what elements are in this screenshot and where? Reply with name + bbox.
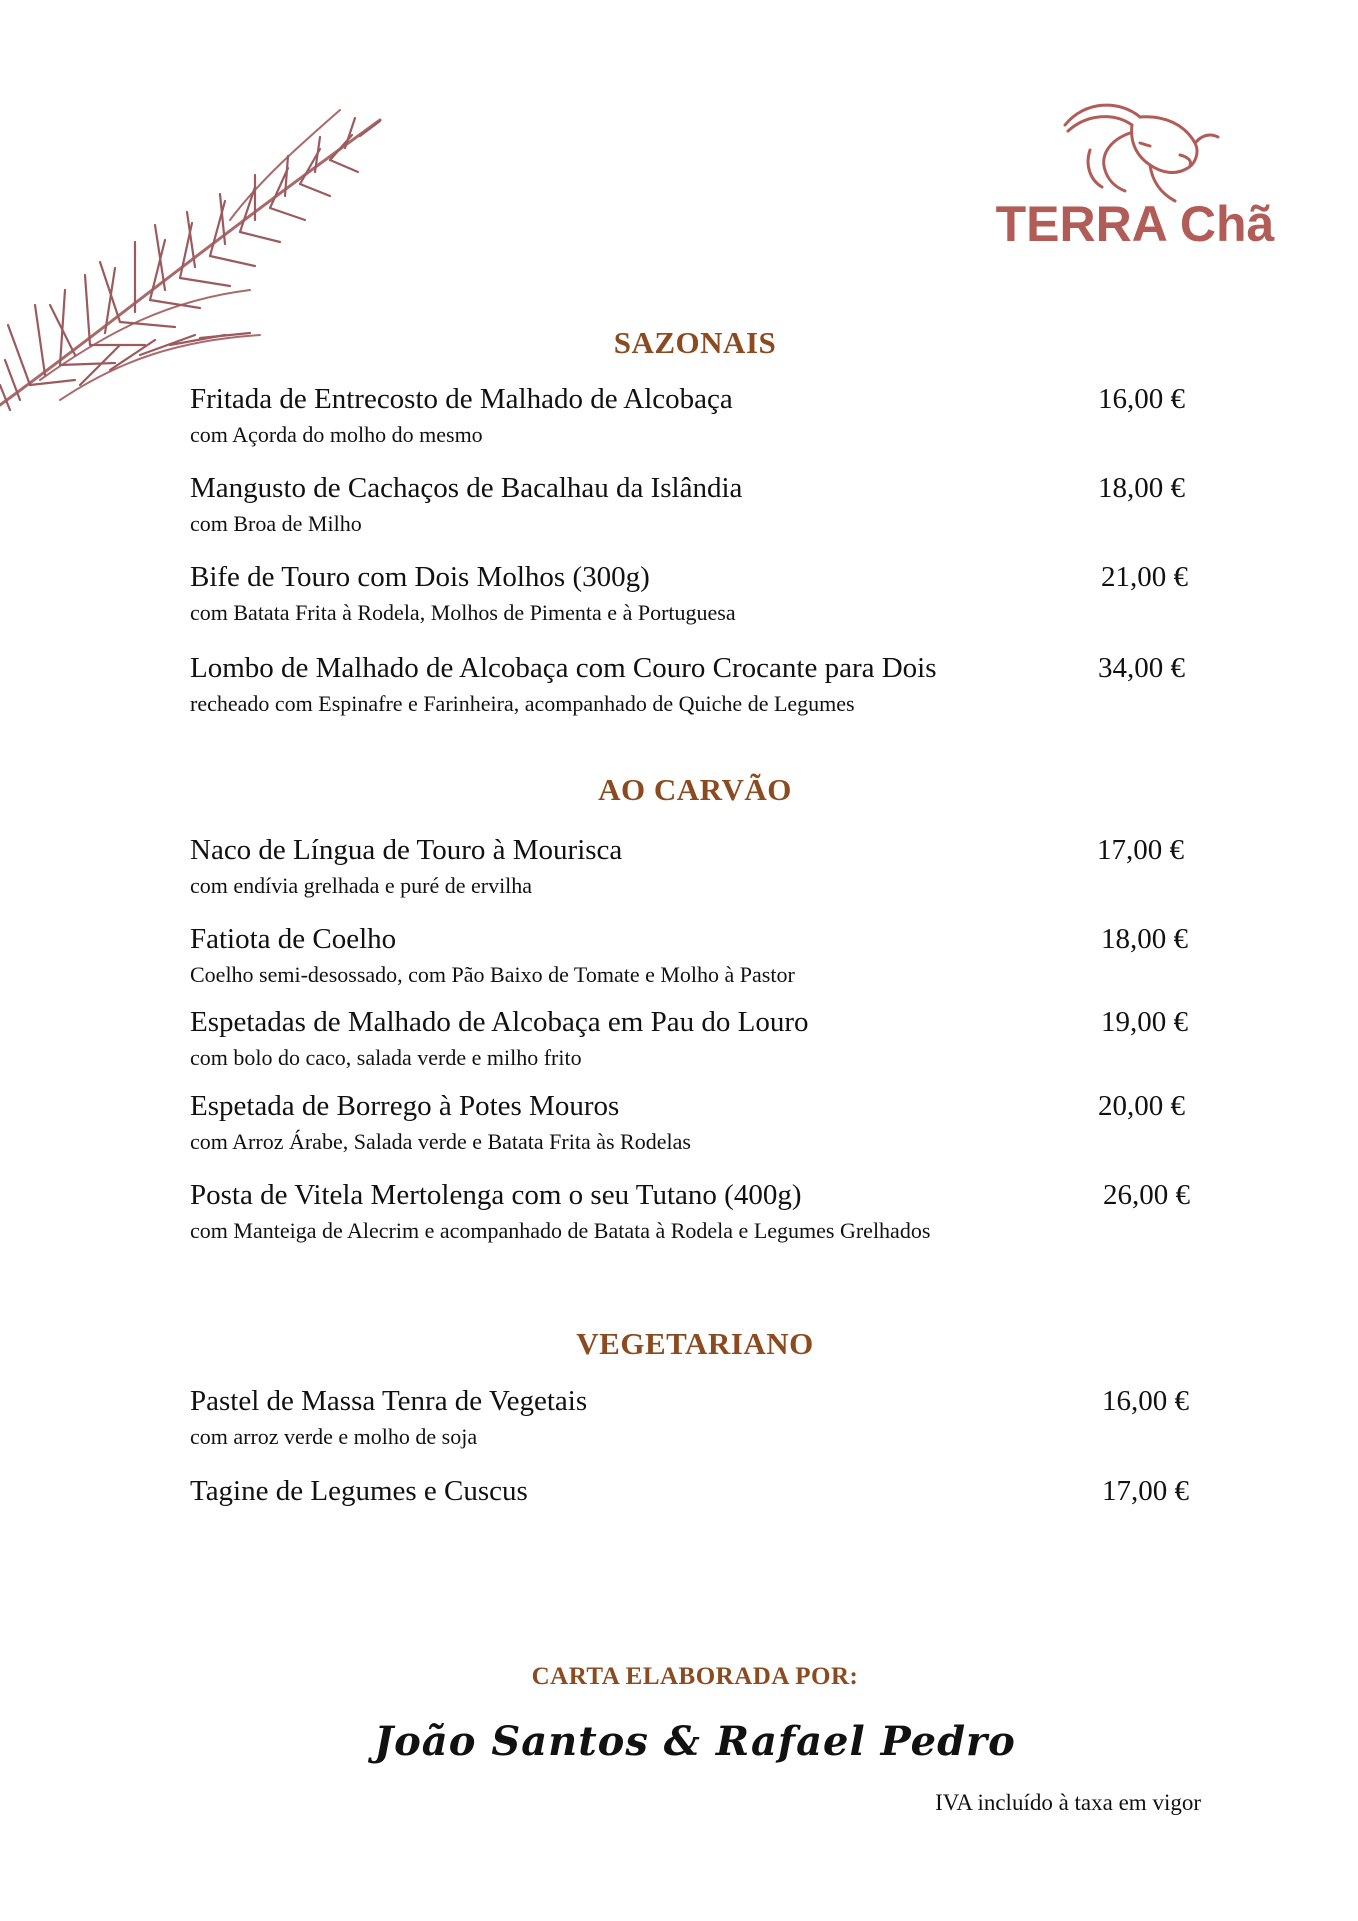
- item-description: com Broa de Milho: [190, 511, 362, 536]
- item-price: 26,00 €: [1103, 1179, 1190, 1211]
- item-name: Mangusto de Cachaços de Bacalhau da Islândia: [190, 472, 743, 504]
- item-description: com Manteiga de Alecrim e acompanhado de Batata à Rodela e Legumes Grelhados: [190, 1218, 931, 1243]
- item-name: Fatiota de Coelho: [190, 923, 397, 955]
- item-name: Fritada de Entrecosto de Malhado de Alcobaça: [190, 383, 733, 415]
- goat-head-icon: [990, 95, 1280, 205]
- item-price: 21,00 €: [1101, 561, 1188, 593]
- item-description: com Arroz Árabe, Salada verde e Batata Frita às Rodelas: [190, 1129, 691, 1154]
- tax-note: IVA incluído à taxa em vigor: [935, 1790, 1201, 1815]
- item-description: recheado com Espinafre e Farinheira, acompanhado de Quiche de Legumes: [190, 691, 855, 716]
- item-description: com Batata Frita à Rodela, Molhos de Pimenta e à Portuguesa: [190, 600, 736, 625]
- item-name: Tagine de Legumes e Cuscus: [190, 1475, 528, 1507]
- item-price: 16,00 €: [1102, 1385, 1189, 1417]
- item-description: com endívia grelhada e puré de ervilha: [190, 873, 533, 898]
- rosemary-sprig-icon: [0, 100, 400, 420]
- item-description: com bolo do caco, salada verde e milho frito: [190, 1045, 582, 1070]
- section-title-vegetariano: VEGETARIANO: [576, 1326, 814, 1361]
- item-price: 16,00 €: [1098, 383, 1185, 415]
- item-price: 17,00 €: [1102, 1475, 1189, 1507]
- item-price: 20,00 €: [1098, 1090, 1185, 1122]
- item-name: Espetada de Borrego à Potes Mouros: [190, 1090, 620, 1122]
- item-name: Espetadas de Malhado de Alcobaça em Pau do Louro: [190, 1006, 809, 1038]
- item-description: com Açorda do molho do mesmo: [190, 422, 483, 447]
- item-name: Bife de Touro com Dois Molhos (300g): [190, 561, 650, 593]
- brand-logo: [990, 95, 1280, 260]
- item-description: Coelho semi-desossado, com Pão Baixo de Tomate e Molho à Pastor: [190, 962, 795, 987]
- item-price: 34,00 €: [1098, 652, 1185, 684]
- item-name: Pastel de Massa Tenra de Vegetais: [190, 1385, 588, 1417]
- section-title-ao-carvao: AO CARVÃO: [598, 772, 792, 807]
- item-price: 18,00 €: [1098, 472, 1185, 504]
- credits-title: CARTA ELABORADA POR:: [531, 1663, 859, 1690]
- item-description: com arroz verde e molho de soja: [190, 1424, 478, 1449]
- item-price: 19,00 €: [1101, 1006, 1188, 1038]
- brand-name: TERRA Chã: [995, 196, 1275, 252]
- item-name: Naco de Língua de Touro à Mourisca: [190, 834, 623, 866]
- section-title-sazonais: SAZONAIS: [613, 325, 777, 360]
- item-name: Lombo de Malhado de Alcobaça com Couro Crocante para Dois: [190, 652, 937, 684]
- item-price: 17,00 €: [1097, 834, 1184, 866]
- item-price: 18,00 €: [1101, 923, 1188, 955]
- item-name: Posta de Vitela Mertolenga com o seu Tutano (400g): [190, 1179, 802, 1211]
- chef-signature: João Santos & Rafael Pedro: [374, 1718, 1016, 1765]
